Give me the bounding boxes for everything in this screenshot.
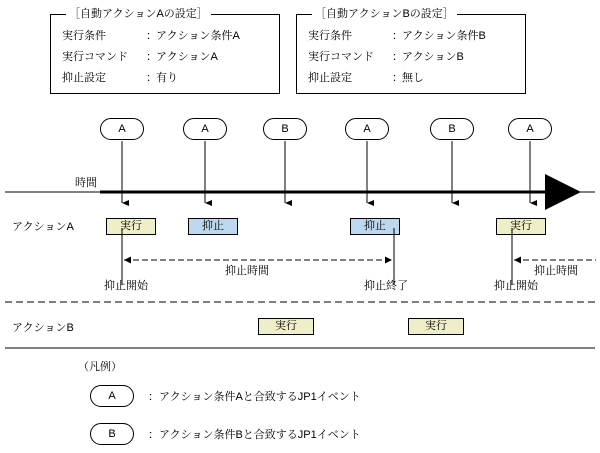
- suppress-duration-label-1: 抑止時間: [225, 265, 269, 277]
- lane-b-execute-2: 実行: [408, 318, 464, 335]
- setting-box-a-title: ［自動アクションAの設定］: [66, 8, 211, 20]
- setting-a-row-0-label: 実行条件: [62, 30, 106, 42]
- suppress-end-label-1: 抑止終了: [364, 280, 408, 292]
- setting-b-row-0-label: 実行条件: [308, 30, 352, 42]
- legend-desc-a: アクション条件Aと合致するJP1イベント: [159, 391, 361, 403]
- lane-a-execute-1: 実行: [106, 218, 156, 235]
- setting-a-row-0: [62, 30, 240, 42]
- setting-a-row-1-label: 実行コマンド: [62, 51, 128, 63]
- setting-box-b-title: ［自動アクションBの設定］: [312, 8, 457, 20]
- suppress-start-label-1: 抑止開始: [104, 280, 148, 292]
- setting-b-row-2-colon: ：: [392, 72, 403, 84]
- lane-b-execute-1: 実行: [258, 318, 314, 335]
- lane-label-action-a: アクションA: [12, 221, 74, 233]
- setting-b-row-2: [308, 72, 424, 84]
- setting-b-row-2-label: 抑止設定: [308, 72, 352, 84]
- setting-b-row-1: [308, 51, 464, 63]
- setting-a-row-1: [62, 51, 218, 63]
- setting-b-row-0-value: アクション条件B: [402, 30, 486, 42]
- event-capsule-a2: A: [183, 118, 227, 140]
- setting-b-row-1-value: アクションB: [402, 51, 464, 63]
- setting-a-row-2: [62, 72, 178, 84]
- setting-a-row-1-colon: ：: [146, 51, 157, 63]
- setting-b-row-0: [308, 30, 486, 42]
- event-capsule-a1: A: [100, 118, 144, 140]
- setting-a-row-0-value: アクション条件A: [156, 30, 240, 42]
- setting-b-row-1-label: 実行コマンド: [308, 51, 374, 63]
- setting-a-row-2-label: 抑止設定: [62, 72, 106, 84]
- legend-desc-b: アクション条件Bと合致するJP1イベント: [159, 429, 361, 441]
- setting-b-row-1-colon: ：: [392, 51, 403, 63]
- event-capsule-b2: B: [430, 118, 474, 140]
- lane-a-execute-2: 実行: [496, 218, 546, 235]
- event-capsule-a3: A: [345, 118, 389, 140]
- lane-a-suppress-1: 抑止: [188, 218, 238, 235]
- legend-separator-b: ：: [148, 429, 159, 441]
- setting-a-row-1-value: アクションA: [156, 51, 218, 63]
- setting-b-row-2-value: 無し: [402, 72, 424, 84]
- suppress-start-label-2: 抑止開始: [494, 280, 538, 292]
- lane-a-suppress-2: 抑止: [350, 218, 400, 235]
- time-axis-label: 時間: [75, 177, 97, 189]
- suppress-duration-label-2: 抑止時間: [534, 265, 578, 277]
- legend-capsule-a: A: [90, 385, 134, 407]
- lane-label-action-b: アクションB: [12, 322, 74, 334]
- legend-text-a: [148, 391, 361, 403]
- legend-capsule-b: B: [90, 423, 134, 445]
- legend-title: （凡例）: [78, 361, 122, 373]
- setting-a-row-0-colon: ：: [146, 30, 157, 42]
- legend-text-b: [148, 429, 361, 441]
- setting-a-row-2-colon: ：: [146, 72, 157, 84]
- setting-b-row-0-colon: ：: [392, 30, 403, 42]
- legend-separator-a: ：: [148, 391, 159, 403]
- event-capsule-b1: B: [263, 118, 307, 140]
- setting-a-row-2-value: 有り: [156, 72, 178, 84]
- event-capsule-a4: A: [508, 118, 552, 140]
